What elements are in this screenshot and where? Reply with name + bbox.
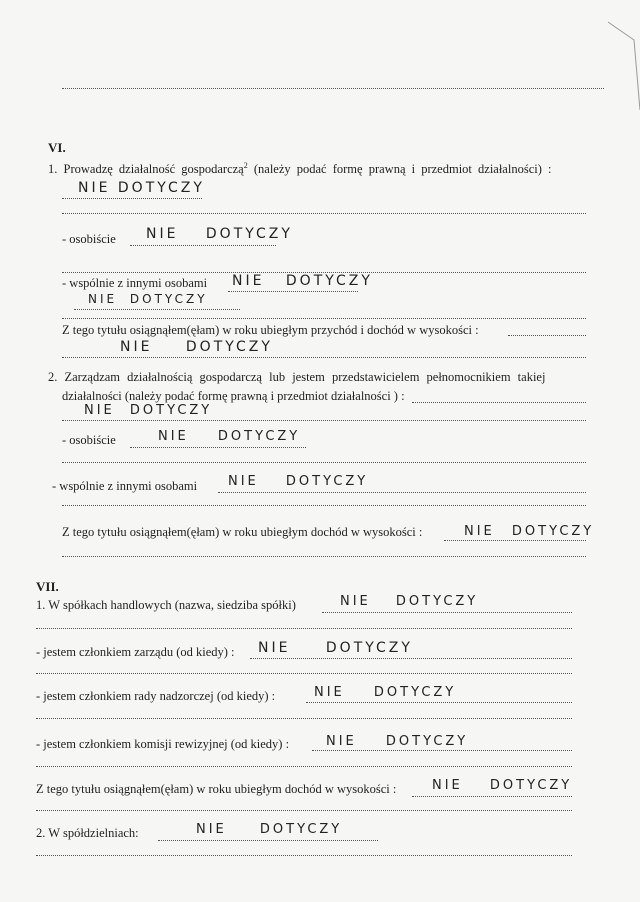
- section-vii-audit-answer: NIE DOTYCZY: [326, 734, 469, 749]
- section-vii-heading: VII.: [36, 579, 59, 594]
- section-vii-item1-label: 1. W spółkach handlowych (nazwa, siedziba spółki): [36, 598, 296, 612]
- fill-line: [444, 540, 586, 541]
- fill-line: [508, 335, 586, 336]
- fill-line: [62, 420, 586, 421]
- section-vii-audit-label: - jestem członkiem komisji rewizyjnej (od kiedy) :: [36, 737, 290, 751]
- fill-line: [36, 673, 572, 674]
- fill-line: [62, 556, 586, 557]
- fill-line: [158, 840, 378, 841]
- fill-line: [36, 766, 572, 767]
- section-vi-item2-answer: NIE DOTYCZY: [84, 403, 213, 418]
- section-vii-board-label: - jestem członkiem zarządu (od kiedy) :: [36, 645, 235, 659]
- section-vi-item2-income-label: Z tego tytułu osiągnąłem(ęłam) w roku ubiegłym dochód w wysokości :: [62, 525, 423, 539]
- fill-line: [62, 318, 586, 319]
- fill-line: [36, 718, 572, 719]
- fill-line: [130, 245, 276, 246]
- fill-line: [412, 796, 572, 797]
- fill-line: [74, 309, 240, 310]
- page-fold-mark: [600, 0, 640, 110]
- fill-line: [62, 198, 202, 199]
- section-vi-item2-text-a: 2. Zarządzam działalnością gospodarczą lub jestem przedstawicielem pełnomocnikiem takiej: [48, 370, 546, 384]
- section-vii-supervisory-label: - jestem członkiem rady nadzorczej (od kiedy) :: [36, 689, 276, 703]
- fill-line: [62, 462, 586, 463]
- section-vi-item2-personally-answer: NIE DOTYCZY: [158, 429, 301, 444]
- fill-line: [62, 213, 586, 214]
- fill-line: [306, 702, 572, 703]
- section-vi-item2-jointly-label: - wspólnie z innymi osobami: [52, 479, 198, 493]
- fill-line: [130, 447, 306, 448]
- fill-line: [250, 658, 572, 659]
- section-vi-personally-answer: NIE DOTYCZY: [146, 226, 293, 242]
- section-vi-jointly-label: - wspólnie z innymi osobami: [62, 276, 208, 290]
- section-vii-item2-label: 2. W spółdzielniach:: [36, 826, 139, 840]
- fill-line: [62, 505, 586, 506]
- section-vi-item1-text: 1. Prowadzę działalność gospodarczą$^2$ (należy podać formę prawną i przedmiot działalności) :: [48, 161, 552, 177]
- section-vi-personally-label: - osobiście: [62, 232, 116, 246]
- section-vi-item2-personally-label: - osobiście: [62, 433, 116, 447]
- section-vi-item2-income-answer: NIE DOTYCZY: [464, 524, 595, 539]
- section-vi-heading: VI.: [48, 140, 66, 155]
- section-vii-item1-answer: NIE DOTYCZY: [340, 594, 479, 609]
- fill-line: [36, 855, 572, 856]
- section-vi-item2-text-b: działalności (należy podać formę prawną i przedmiot działalności ) :: [62, 389, 405, 403]
- section-vi-item2-jointly-answer: NIE DOTYCZY: [228, 474, 369, 489]
- fill-line: [412, 402, 586, 403]
- fill-line: [322, 612, 572, 613]
- section-vi-jointly-answer: NIE DOTYCZY: [232, 273, 373, 289]
- fill-line: [62, 88, 604, 89]
- section-vii-board-answer: NIE DOTYCZY: [258, 640, 413, 656]
- section-vii-income-answer: NIE DOTYCZY: [432, 778, 573, 793]
- section-vii-supervisory-answer: NIE DOTYCZY: [314, 685, 457, 700]
- section-vii-item2-answer: NIE DOTYCZY: [196, 822, 343, 837]
- section-vi-income-answer: NIE DOTYCZY: [120, 339, 273, 355]
- fill-line: [36, 628, 572, 629]
- section-vi-income-label: Z tego tytułu osiągnąłem(ęłam) w roku ubiegłym przychód i dochód w wysokości :: [62, 323, 479, 337]
- section-vii-income-label: Z tego tytułu osiągnąłem(ęłam) w roku ubiegłym dochód w wysokości :: [36, 782, 397, 796]
- fill-line: [228, 291, 358, 292]
- fill-line: [62, 357, 586, 358]
- fill-line: [36, 810, 572, 811]
- section-vi-jointly-answer-2: NIE DOTYCZY: [88, 292, 208, 306]
- fill-line: [312, 750, 572, 751]
- section-vi-item1-answer: NIE DOTYCZY: [78, 180, 205, 196]
- fill-line: [218, 492, 586, 493]
